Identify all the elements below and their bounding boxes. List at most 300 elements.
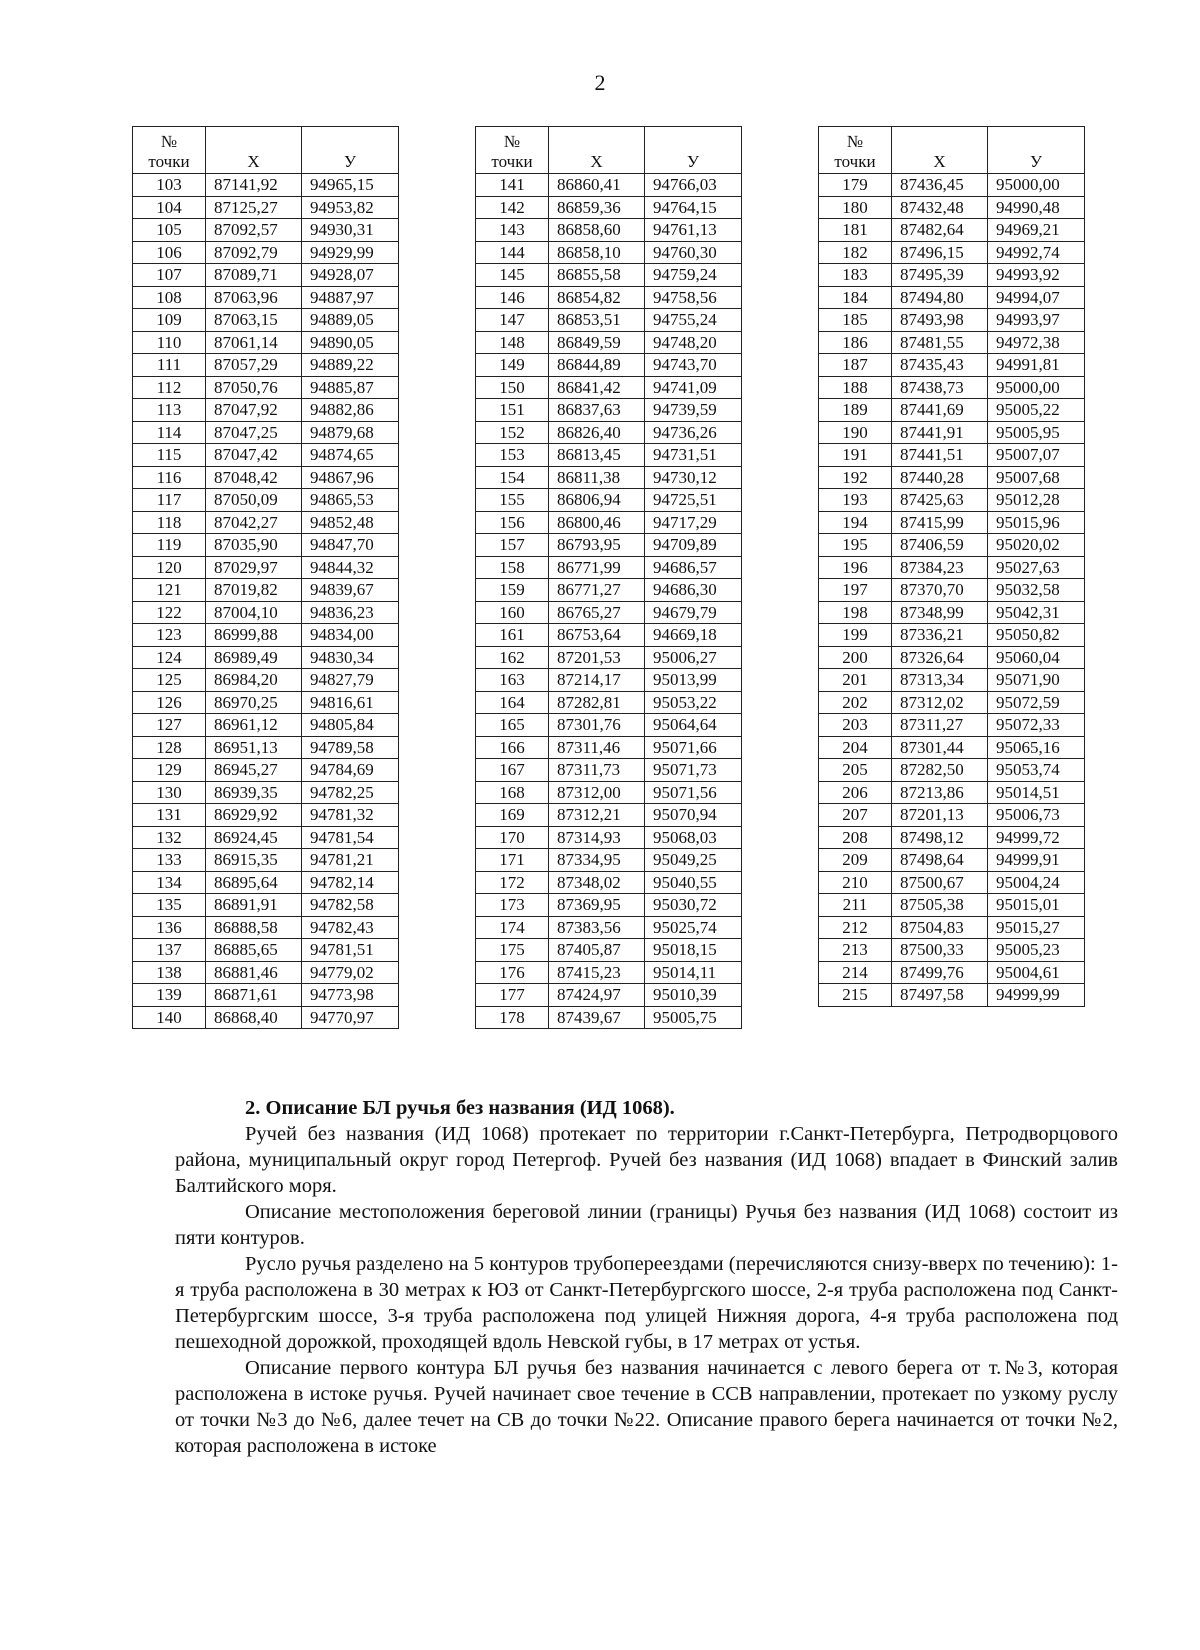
y-cell: 94839,67	[302, 579, 399, 602]
point-number-cell: 130	[133, 781, 206, 804]
x-cell: 87493,98	[892, 309, 988, 332]
x-cell: 87029,97	[206, 556, 302, 579]
table-row	[476, 444, 742, 467]
table-row	[819, 916, 1085, 939]
x-cell: 87500,67	[892, 871, 988, 894]
table-row	[476, 489, 742, 512]
point-number-cell: 131	[133, 804, 206, 827]
x-cell: 87336,21	[892, 624, 988, 647]
header-x: X	[206, 127, 302, 174]
table-row	[133, 804, 399, 827]
point-number-cell: 140	[133, 1006, 206, 1029]
y-cell: 95006,73	[988, 804, 1085, 827]
point-number-cell: 109	[133, 309, 206, 332]
point-number-cell: 182	[819, 241, 892, 264]
point-number-cell: 111	[133, 354, 206, 377]
table-row	[819, 219, 1085, 242]
point-number-cell: 200	[819, 646, 892, 669]
y-cell: 94741,09	[645, 376, 742, 399]
point-number-cell: 138	[133, 961, 206, 984]
table-row	[819, 579, 1085, 602]
x-cell: 87440,28	[892, 466, 988, 489]
x-cell: 86841,42	[549, 376, 645, 399]
y-cell: 95000,00	[988, 174, 1085, 197]
point-number-cell: 125	[133, 669, 206, 692]
x-cell: 87425,63	[892, 489, 988, 512]
point-number-cell: 128	[133, 736, 206, 759]
x-cell: 87282,50	[892, 759, 988, 782]
table-row	[476, 601, 742, 624]
y-cell: 94669,18	[645, 624, 742, 647]
x-cell: 87348,99	[892, 601, 988, 624]
y-cell: 94782,58	[302, 894, 399, 917]
table-row	[133, 331, 399, 354]
x-cell: 87312,21	[549, 804, 645, 827]
y-cell: 95013,99	[645, 669, 742, 692]
table-row	[476, 376, 742, 399]
y-cell: 94889,22	[302, 354, 399, 377]
x-cell: 87213,86	[892, 781, 988, 804]
table-row	[133, 669, 399, 692]
table-row	[476, 894, 742, 917]
table-row	[133, 511, 399, 534]
point-number-cell: 141	[476, 174, 549, 197]
y-cell: 95071,73	[645, 759, 742, 782]
page-number: 2	[594, 70, 606, 95]
y-cell: 94784,69	[302, 759, 399, 782]
header-number-sign: №	[503, 132, 521, 151]
x-cell: 87311,46	[549, 736, 645, 759]
point-number-cell: 149	[476, 354, 549, 377]
x-cell: 87089,71	[206, 264, 302, 287]
y-cell: 95000,00	[988, 376, 1085, 399]
table-row	[819, 286, 1085, 309]
table-row	[819, 331, 1085, 354]
x-cell: 86915,35	[206, 849, 302, 872]
table-row	[819, 669, 1085, 692]
y-cell: 95018,15	[645, 939, 742, 962]
y-cell: 94953,82	[302, 196, 399, 219]
x-cell: 86771,99	[549, 556, 645, 579]
y-cell: 95053,74	[988, 759, 1085, 782]
x-cell: 87311,73	[549, 759, 645, 782]
table-row	[476, 714, 742, 737]
point-number-cell: 155	[476, 489, 549, 512]
x-cell: 87035,90	[206, 534, 302, 557]
y-cell: 94852,48	[302, 511, 399, 534]
y-cell: 94709,89	[645, 534, 742, 557]
x-cell: 87498,12	[892, 826, 988, 849]
table-row	[819, 534, 1085, 557]
point-number-cell: 117	[133, 489, 206, 512]
table-row	[819, 826, 1085, 849]
section-text	[175, 1095, 1118, 1459]
y-cell: 95012,28	[988, 489, 1085, 512]
header-point-number	[819, 127, 892, 174]
table-row	[476, 961, 742, 984]
point-number-cell: 164	[476, 691, 549, 714]
table-row	[476, 871, 742, 894]
table-row	[133, 781, 399, 804]
x-cell: 87047,25	[206, 421, 302, 444]
point-number-cell: 120	[133, 556, 206, 579]
y-cell: 95015,01	[988, 894, 1085, 917]
point-number-cell: 148	[476, 331, 549, 354]
point-number-cell: 180	[819, 196, 892, 219]
point-number-cell: 174	[476, 916, 549, 939]
x-cell: 86771,27	[549, 579, 645, 602]
y-cell: 94739,59	[645, 399, 742, 422]
table-row	[819, 196, 1085, 219]
point-number-cell: 104	[133, 196, 206, 219]
table-row	[476, 331, 742, 354]
table-row	[476, 669, 742, 692]
y-cell: 94764,15	[645, 196, 742, 219]
y-cell: 94874,65	[302, 444, 399, 467]
y-cell: 95015,27	[988, 916, 1085, 939]
y-cell: 94782,25	[302, 781, 399, 804]
y-cell: 95071,90	[988, 669, 1085, 692]
point-number-cell: 202	[819, 691, 892, 714]
table-row	[819, 241, 1085, 264]
point-number-cell: 166	[476, 736, 549, 759]
table-row	[819, 894, 1085, 917]
x-cell: 86837,63	[549, 399, 645, 422]
table-row	[133, 849, 399, 872]
point-number-cell: 153	[476, 444, 549, 467]
point-number-cell: 156	[476, 511, 549, 534]
y-cell: 94889,05	[302, 309, 399, 332]
x-cell: 87047,42	[206, 444, 302, 467]
header-y: У	[645, 127, 742, 174]
x-cell: 87441,91	[892, 421, 988, 444]
y-cell: 94834,00	[302, 624, 399, 647]
x-cell: 87004,10	[206, 601, 302, 624]
x-cell: 87050,76	[206, 376, 302, 399]
table-row	[476, 691, 742, 714]
table-row	[133, 961, 399, 984]
point-number-cell: 143	[476, 219, 549, 242]
header-x: X	[892, 127, 988, 174]
x-cell: 86881,46	[206, 961, 302, 984]
x-cell: 86939,35	[206, 781, 302, 804]
point-number-cell: 185	[819, 309, 892, 332]
point-number-cell: 207	[819, 804, 892, 827]
x-cell: 86929,92	[206, 804, 302, 827]
table-row	[819, 264, 1085, 287]
x-cell: 87092,79	[206, 241, 302, 264]
header-number-sign: №	[846, 132, 864, 151]
x-cell: 87312,00	[549, 781, 645, 804]
y-cell: 94781,51	[302, 939, 399, 962]
y-cell: 95042,31	[988, 601, 1085, 624]
y-cell: 94969,21	[988, 219, 1085, 242]
table-row	[819, 804, 1085, 827]
point-number-cell: 208	[819, 826, 892, 849]
table-row	[819, 961, 1085, 984]
y-cell: 94994,07	[988, 286, 1085, 309]
point-number-cell: 181	[819, 219, 892, 242]
table-row	[133, 894, 399, 917]
x-cell: 87482,64	[892, 219, 988, 242]
x-cell: 86853,51	[549, 309, 645, 332]
y-cell: 94928,07	[302, 264, 399, 287]
y-cell: 94816,61	[302, 691, 399, 714]
x-cell: 86984,20	[206, 669, 302, 692]
y-cell: 94770,97	[302, 1006, 399, 1029]
y-cell: 94730,12	[645, 466, 742, 489]
y-cell: 94965,15	[302, 174, 399, 197]
x-cell: 87050,09	[206, 489, 302, 512]
point-number-cell: 112	[133, 376, 206, 399]
x-cell: 86951,13	[206, 736, 302, 759]
y-cell: 94990,48	[988, 196, 1085, 219]
table-row	[476, 556, 742, 579]
table-row	[133, 264, 399, 287]
table-row	[819, 511, 1085, 534]
y-cell: 94679,79	[645, 601, 742, 624]
table-row	[819, 736, 1085, 759]
table-row	[133, 826, 399, 849]
x-cell: 87125,27	[206, 196, 302, 219]
y-cell: 95065,16	[988, 736, 1085, 759]
point-number-cell: 124	[133, 646, 206, 669]
x-cell: 87505,38	[892, 894, 988, 917]
point-number-cell: 105	[133, 219, 206, 242]
y-cell: 94827,79	[302, 669, 399, 692]
header-number-sign: №	[160, 132, 178, 151]
x-cell: 86885,65	[206, 939, 302, 962]
table-row	[819, 781, 1085, 804]
y-cell: 95007,68	[988, 466, 1085, 489]
x-cell: 86813,45	[549, 444, 645, 467]
x-cell: 86811,38	[549, 466, 645, 489]
y-cell: 94972,38	[988, 331, 1085, 354]
point-number-cell: 184	[819, 286, 892, 309]
point-number-cell: 145	[476, 264, 549, 287]
table-row	[819, 376, 1085, 399]
point-number-cell: 215	[819, 984, 892, 1007]
y-cell: 94836,23	[302, 601, 399, 624]
y-cell: 95014,11	[645, 961, 742, 984]
y-cell: 94773,98	[302, 984, 399, 1007]
point-number-cell: 107	[133, 264, 206, 287]
table-row	[133, 174, 399, 197]
section-heading: 2. Описание БЛ ручья без названия (ИД 1068).	[245, 1097, 675, 1119]
x-cell: 86793,95	[549, 534, 645, 557]
y-cell: 94992,74	[988, 241, 1085, 264]
table-row	[133, 579, 399, 602]
table-row	[819, 309, 1085, 332]
x-cell: 87334,95	[549, 849, 645, 872]
x-cell: 87441,69	[892, 399, 988, 422]
x-cell: 87495,39	[892, 264, 988, 287]
point-number-cell: 183	[819, 264, 892, 287]
y-cell: 94781,21	[302, 849, 399, 872]
table-row	[476, 174, 742, 197]
table-row	[476, 736, 742, 759]
x-cell: 86860,41	[549, 174, 645, 197]
table-row	[819, 871, 1085, 894]
x-cell: 87092,57	[206, 219, 302, 242]
x-cell: 87436,45	[892, 174, 988, 197]
table-row	[819, 399, 1085, 422]
table-row	[819, 646, 1085, 669]
point-number-cell: 197	[819, 579, 892, 602]
point-number-cell: 133	[133, 849, 206, 872]
y-cell: 95014,51	[988, 781, 1085, 804]
paragraph-4: Описание первого контура БЛ ручья без названия начинается с левого берега от т.№3, которая расположена в истоке ручья. Ручей начинает свое течение в ССВ направлении, протекает по узкому руслу от точки №3 до №6, далее течет на СВ до точки №22. Описание правого берега начинается от точки №2, которая расположена в истоке	[175, 1357, 1118, 1457]
point-number-cell: 115	[133, 444, 206, 467]
point-number-cell: 175	[476, 939, 549, 962]
coordinates-table-2	[475, 126, 742, 1029]
y-cell: 94758,56	[645, 286, 742, 309]
table-row	[819, 714, 1085, 737]
table-row	[133, 399, 399, 422]
point-number-cell: 103	[133, 174, 206, 197]
table-row	[133, 1006, 399, 1029]
x-cell: 87497,58	[892, 984, 988, 1007]
header-x: X	[549, 127, 645, 174]
y-cell: 94887,97	[302, 286, 399, 309]
point-number-cell: 196	[819, 556, 892, 579]
table-row	[133, 489, 399, 512]
x-cell: 87370,70	[892, 579, 988, 602]
y-cell: 94844,32	[302, 556, 399, 579]
y-cell: 94789,58	[302, 736, 399, 759]
table-row	[476, 286, 742, 309]
header-point-word: точки	[148, 152, 190, 171]
y-cell: 94686,57	[645, 556, 742, 579]
point-number-cell: 187	[819, 354, 892, 377]
x-cell: 87201,53	[549, 646, 645, 669]
y-cell: 94781,32	[302, 804, 399, 827]
point-number-cell: 119	[133, 534, 206, 557]
point-number-cell: 157	[476, 534, 549, 557]
point-number-cell: 211	[819, 894, 892, 917]
x-cell: 87383,56	[549, 916, 645, 939]
y-cell: 94761,13	[645, 219, 742, 242]
x-cell: 87438,73	[892, 376, 988, 399]
y-cell: 94999,72	[988, 826, 1085, 849]
y-cell: 95005,75	[645, 1006, 742, 1029]
y-cell: 94879,68	[302, 421, 399, 444]
table-row	[133, 376, 399, 399]
point-number-cell: 176	[476, 961, 549, 984]
x-cell: 86891,91	[206, 894, 302, 917]
table-row	[133, 714, 399, 737]
x-cell: 87326,64	[892, 646, 988, 669]
point-number-cell: 108	[133, 286, 206, 309]
table-row	[476, 534, 742, 557]
y-cell: 94731,51	[645, 444, 742, 467]
point-number-cell: 177	[476, 984, 549, 1007]
table-row	[476, 399, 742, 422]
header-y: У	[302, 127, 399, 174]
point-number-cell: 122	[133, 601, 206, 624]
table-row	[133, 534, 399, 557]
point-number-cell: 206	[819, 781, 892, 804]
point-number-cell: 151	[476, 399, 549, 422]
point-number-cell: 152	[476, 421, 549, 444]
y-cell: 95004,61	[988, 961, 1085, 984]
x-cell: 86961,12	[206, 714, 302, 737]
x-cell: 86868,40	[206, 1006, 302, 1029]
x-cell: 86895,64	[206, 871, 302, 894]
point-number-cell: 203	[819, 714, 892, 737]
point-number-cell: 163	[476, 669, 549, 692]
point-number-cell: 142	[476, 196, 549, 219]
point-number-cell: 135	[133, 894, 206, 917]
y-cell: 94847,70	[302, 534, 399, 557]
y-cell: 94782,43	[302, 916, 399, 939]
y-cell: 94743,70	[645, 354, 742, 377]
y-cell: 94686,30	[645, 579, 742, 602]
y-cell: 94999,99	[988, 984, 1085, 1007]
y-cell: 95032,58	[988, 579, 1085, 602]
x-cell: 87500,33	[892, 939, 988, 962]
x-cell: 86871,61	[206, 984, 302, 1007]
table-row	[819, 759, 1085, 782]
point-number-cell: 146	[476, 286, 549, 309]
x-cell: 87047,92	[206, 399, 302, 422]
point-number-cell: 144	[476, 241, 549, 264]
point-number-cell: 167	[476, 759, 549, 782]
y-cell: 95064,64	[645, 714, 742, 737]
table-row	[133, 354, 399, 377]
y-cell: 95020,02	[988, 534, 1085, 557]
table-row	[476, 624, 742, 647]
table-row	[133, 601, 399, 624]
table-row	[133, 646, 399, 669]
y-cell: 95005,22	[988, 399, 1085, 422]
point-number-cell: 193	[819, 489, 892, 512]
x-cell: 86945,27	[206, 759, 302, 782]
point-number-cell: 132	[133, 826, 206, 849]
x-cell: 87301,44	[892, 736, 988, 759]
x-cell: 87499,76	[892, 961, 988, 984]
x-cell: 86806,94	[549, 489, 645, 512]
x-cell: 86989,49	[206, 646, 302, 669]
point-number-cell: 159	[476, 579, 549, 602]
point-number-cell: 129	[133, 759, 206, 782]
table-row	[476, 1006, 742, 1029]
y-cell: 95027,63	[988, 556, 1085, 579]
y-cell: 94885,87	[302, 376, 399, 399]
table-row	[476, 219, 742, 242]
point-number-cell: 154	[476, 466, 549, 489]
table-row	[133, 916, 399, 939]
x-cell: 87314,93	[549, 826, 645, 849]
point-number-cell: 106	[133, 241, 206, 264]
y-cell: 94993,97	[988, 309, 1085, 332]
table-row	[819, 691, 1085, 714]
point-number-cell: 147	[476, 309, 549, 332]
x-cell: 87435,43	[892, 354, 988, 377]
table-row	[133, 556, 399, 579]
table-row	[476, 579, 742, 602]
x-cell: 86849,59	[549, 331, 645, 354]
y-cell: 94993,92	[988, 264, 1085, 287]
table-row	[819, 421, 1085, 444]
paragraph-3: Русло ручья разделено на 5 контуров трубопереездами (перечисляются снизу-вверх по течению): 1-я труба расположена в 30 метрах к ЮЗ от Санкт-Петербургского шоссе, 2-я труба расположена под Санкт-Петербургским шоссе, 3-я труба расположена под улицей Нижняя дорога, 4-я труба расположена под пешеходной дорожкой, проходящей вдоль Невской губы, в 17 метрах от устья.	[175, 1253, 1118, 1353]
table-row	[133, 219, 399, 242]
x-cell: 87441,51	[892, 444, 988, 467]
point-number-cell: 188	[819, 376, 892, 399]
x-cell: 86924,45	[206, 826, 302, 849]
y-cell: 94890,05	[302, 331, 399, 354]
table-row	[133, 444, 399, 467]
